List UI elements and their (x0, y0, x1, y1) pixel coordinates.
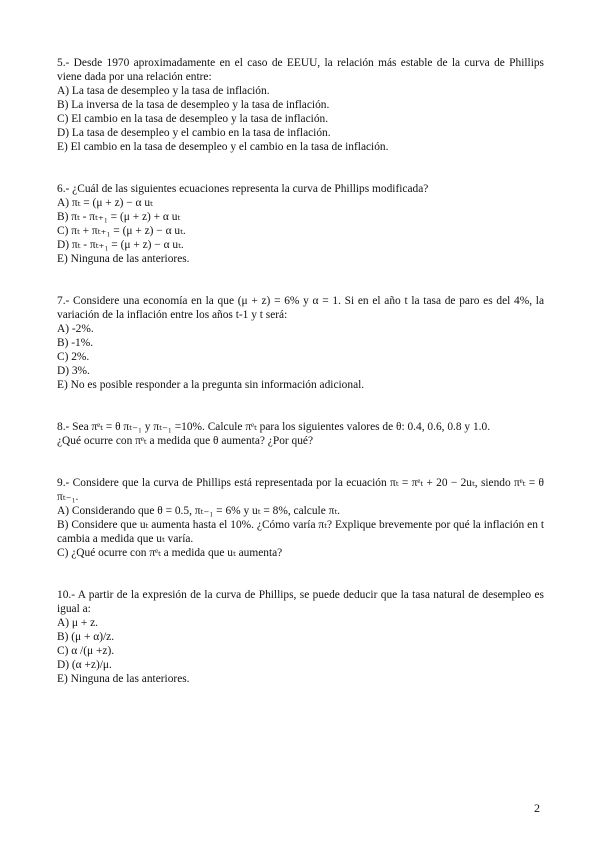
question-6-stem: 6.- ¿Cuál de las siguientes ecuaciones representa la curva de Phillips modificada? (57, 183, 429, 195)
question-10-options (57, 616, 544, 686)
page-number: 2 (534, 801, 540, 815)
question-6-option-d: D) πₜ - πₜ₊₁ = (μ + z) − α uₜ. (57, 239, 184, 251)
question-6-options (57, 196, 544, 266)
question-5-option-e: E) El cambio en la tasa de desempleo y el cambio en la tasa de inflación. (57, 141, 389, 153)
question-8 (57, 420, 544, 448)
question-9-part-c: C) ¿Qué ocurre con πᵉₜ a medida que uₜ aumenta? (57, 547, 283, 559)
question-6-option-e: E) Ninguna de las anteriores. (57, 253, 190, 265)
question-5-option-b: B) La inversa de la tasa de desempleo y la tasa de inflación. (57, 99, 330, 111)
question-10-option-d: D) (α +z)/μ. (57, 659, 112, 671)
question-9-part-a: A) Considerando que θ = 0.5, πₜ₋₁ = 6% y uₜ = 8%, calcule πₜ. (57, 505, 341, 517)
question-5-options (57, 84, 544, 154)
document-page (57, 56, 544, 714)
question-8-line-2: ¿Qué ocurre con πᵉₜ a medida que θ aumenta? ¿Por qué? (57, 435, 314, 447)
question-10-option-e: E) Ninguna de las anteriores. (57, 673, 190, 685)
question-9-part-b: B) Considere que uₜ aumenta hasta el 10%. ¿Cómo varía πₜ? Explique brevemente por qué la inflación en t cambia a medida que uₜ varía. (57, 519, 544, 545)
question-10-option-a: A) μ + z. (57, 617, 98, 629)
question-7-option-b: B) -1%. (57, 337, 94, 349)
question-9 (57, 476, 544, 560)
question-6-option-a: A) πₜ = (μ + z) − α uₜ (57, 197, 153, 209)
question-7-option-d: D) 3%. (57, 365, 90, 377)
question-10-stem: 10.- A partir de la expresión de la curva de Phillips, se puede deducir que la tasa natural de desempleo es igual a: (57, 589, 544, 615)
question-6 (57, 182, 544, 266)
question-5-option-a: A) La tasa de desempleo y la tasa de inflación. (57, 85, 270, 97)
question-9-stem: 9.- Considere que la curva de Phillips está representada por la ecuación πₜ = πᵉₜ + 20 − 2uₜ, siendo πᵉₜ = θ πₜ₋₁. (57, 477, 544, 503)
question-5-stem: 5.- Desde 1970 aproximadamente en el caso de EEUU, la relación más estable de la curva de Phillips viene dada por una relación entre: (57, 57, 544, 83)
question-7-option-e: E) No es posible responder a la pregunta sin información adicional. (57, 379, 365, 391)
question-6-option-c: C) πₜ + πₜ₊₁ = (μ + z) − α uₜ. (57, 225, 186, 237)
question-7-options (57, 322, 544, 392)
question-5 (57, 56, 544, 154)
question-10-option-c: C) α /(μ +z). (57, 645, 115, 657)
question-8-line-1: 8.- Sea πᵉₜ = θ πₜ₋₁ y πₜ₋₁ =10%. Calcule πᵉₜ para los siguientes valores de θ: 0.4, 0.6, 0.8 y 1.0. (57, 421, 491, 433)
question-5-option-c: C) El cambio en la tasa de desempleo y la tasa de inflación. (57, 113, 329, 125)
question-10 (57, 588, 544, 686)
question-7 (57, 294, 544, 392)
question-5-option-d: D) La tasa de desempleo y el cambio en la tasa de inflación. (57, 127, 331, 139)
question-7-stem: 7.- Considere una economía en la que (μ + z) = 6% y α = 1. Si en el año t la tasa de paro es del 4%, la variación de la inflación entre los años t-1 y t será: (57, 295, 544, 321)
question-7-option-c: C) 2%. (57, 351, 90, 363)
question-6-option-b: B) πₜ - πₜ₊₁ = (μ + z) + α uₜ (57, 211, 181, 223)
question-7-option-a: A) -2%. (57, 323, 94, 335)
question-10-option-b: B) (μ + α)/z. (57, 631, 115, 643)
